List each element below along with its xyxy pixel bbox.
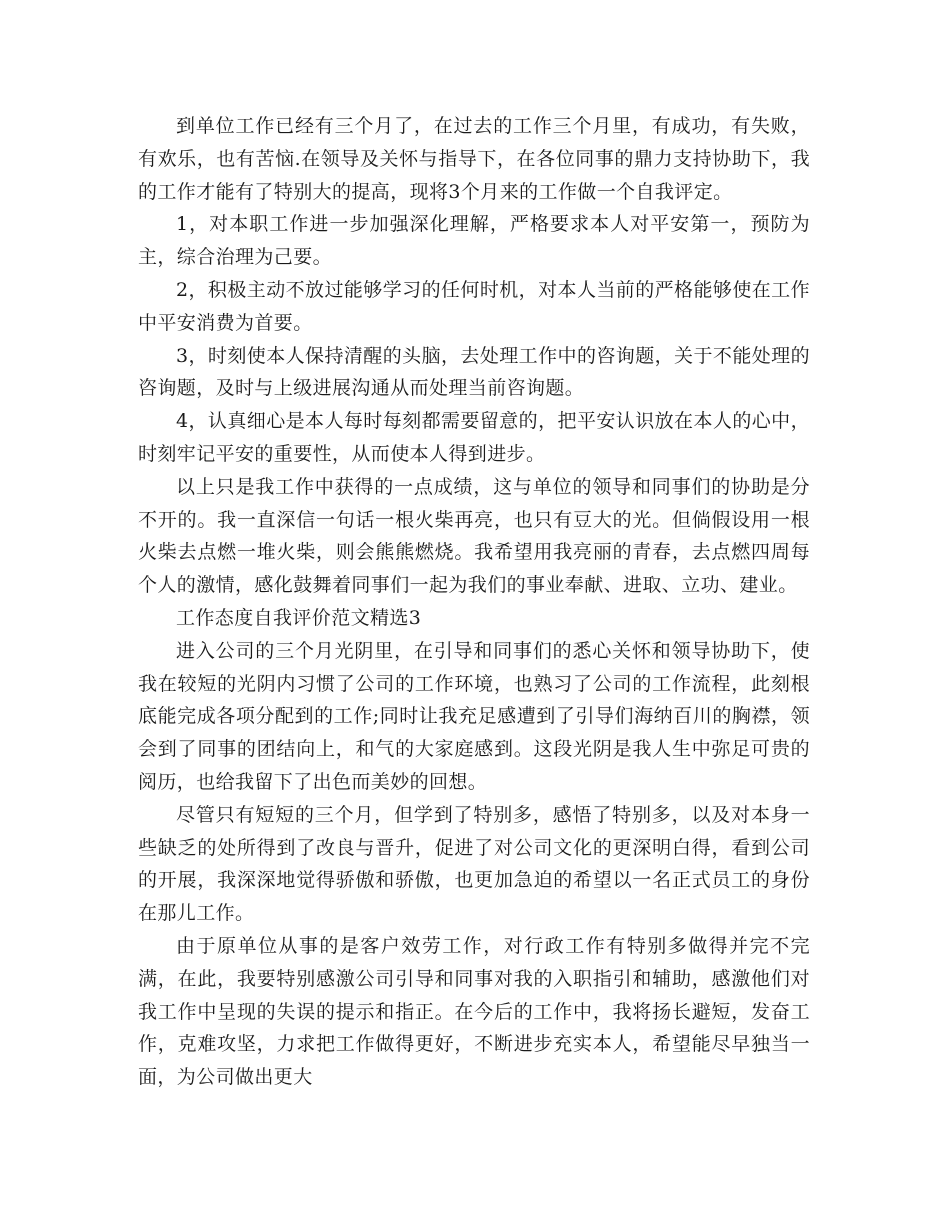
paragraph-point-3: 3，时刻使本人保持清醒的头脑，去处理工作中的咨询题，关于不能处理的咨询题，及时与上级进展沟通从而处理当前咨询题。 [138,344,810,400]
document-page [138,110,810,1094]
paragraph-section3-learning: 尽管只有短短的三个月，但学到了特别多，感悟了特别多，以及对本身一些缺乏的处所得到了改良与晋升，促进了对公司文化的更深明白得，看到公司的开展，我深深地觉得骄傲和骄傲，也更加急迫的希望以一名正式员工的身份在那儿工作。 [138,803,810,925]
paragraph-point-4: 4，认真细心是本人每时每刻都需要留意的，把平安认识放在本人的心中，时刻牢记平安的重要性，从而使本人得到进步。 [138,410,810,465]
paragraph-summary: 以上只是我工作中获得的一点成绩，这与单位的领导和同事们的协助是分不开的。我一直深信一句话一根火柴再亮，也只有豆大的光。但倘假设用一根火柴去点燃一堆火柴，则会熊熊燃烧。我希望用我亮丽的青春，去点燃四周每个人的激情，感化鼓舞着同事们一起为我们的事业奉献、进取、立功、建业。 [138,475,810,597]
paragraph-section3-intro: 进入公司的三个月光阴里，在引导和同事们的悉心关怀和领导协助下，使我在较短的光阴内习惯了公司的工作环境，也熟习了公司的工作流程，此刻根底能完成各项分配到的工作;同时让我充足感遭到了引导们海纳百川的胸襟，领会到了同事的团结向上，和气的大家庭感到。这段光阴是我人生中弥足可贵的阅历，也给我留下了出色而美妙的回想。 [138,639,810,793]
paragraph-point-2: 2，积极主动不放过能够学习的任何时机，对本人当前的严格能够使在工作中平安消费为首要。 [138,278,810,334]
paragraph-section3-thanks: 由于原单位从事的是客户效劳工作，对行政工作有特别多做得并完不完满，在此，我要特别感激公司引导和同事对我的入职指引和辅助，感激他们对我工作中呈现的失误的提示和指正。在今后的工作中，我将扬长避短，发奋工作，克难攻坚，力求把工作做得更好，不断进步充实本人，希望能尽早独当一面，为公司做出更大 [138,934,810,1089]
paragraph-intro: 到单位工作已经有三个月了，在过去的工作三个月里，有成功，有失败，有欢乐，也有苦恼.在领导及关怀与指导下，在各位同事的鼎力支持协助下，我的工作才能有了特别大的提高，现将3个月来的工作做一个自我评定。 [138,115,810,203]
paragraph-point-1: 1，对本职工作进一步加强深化理解，严格要求本人对平安第一，预防为主，综合治理为己要。 [138,213,810,269]
section-heading: 工作态度自我评价范文精选3 [176,606,422,629]
